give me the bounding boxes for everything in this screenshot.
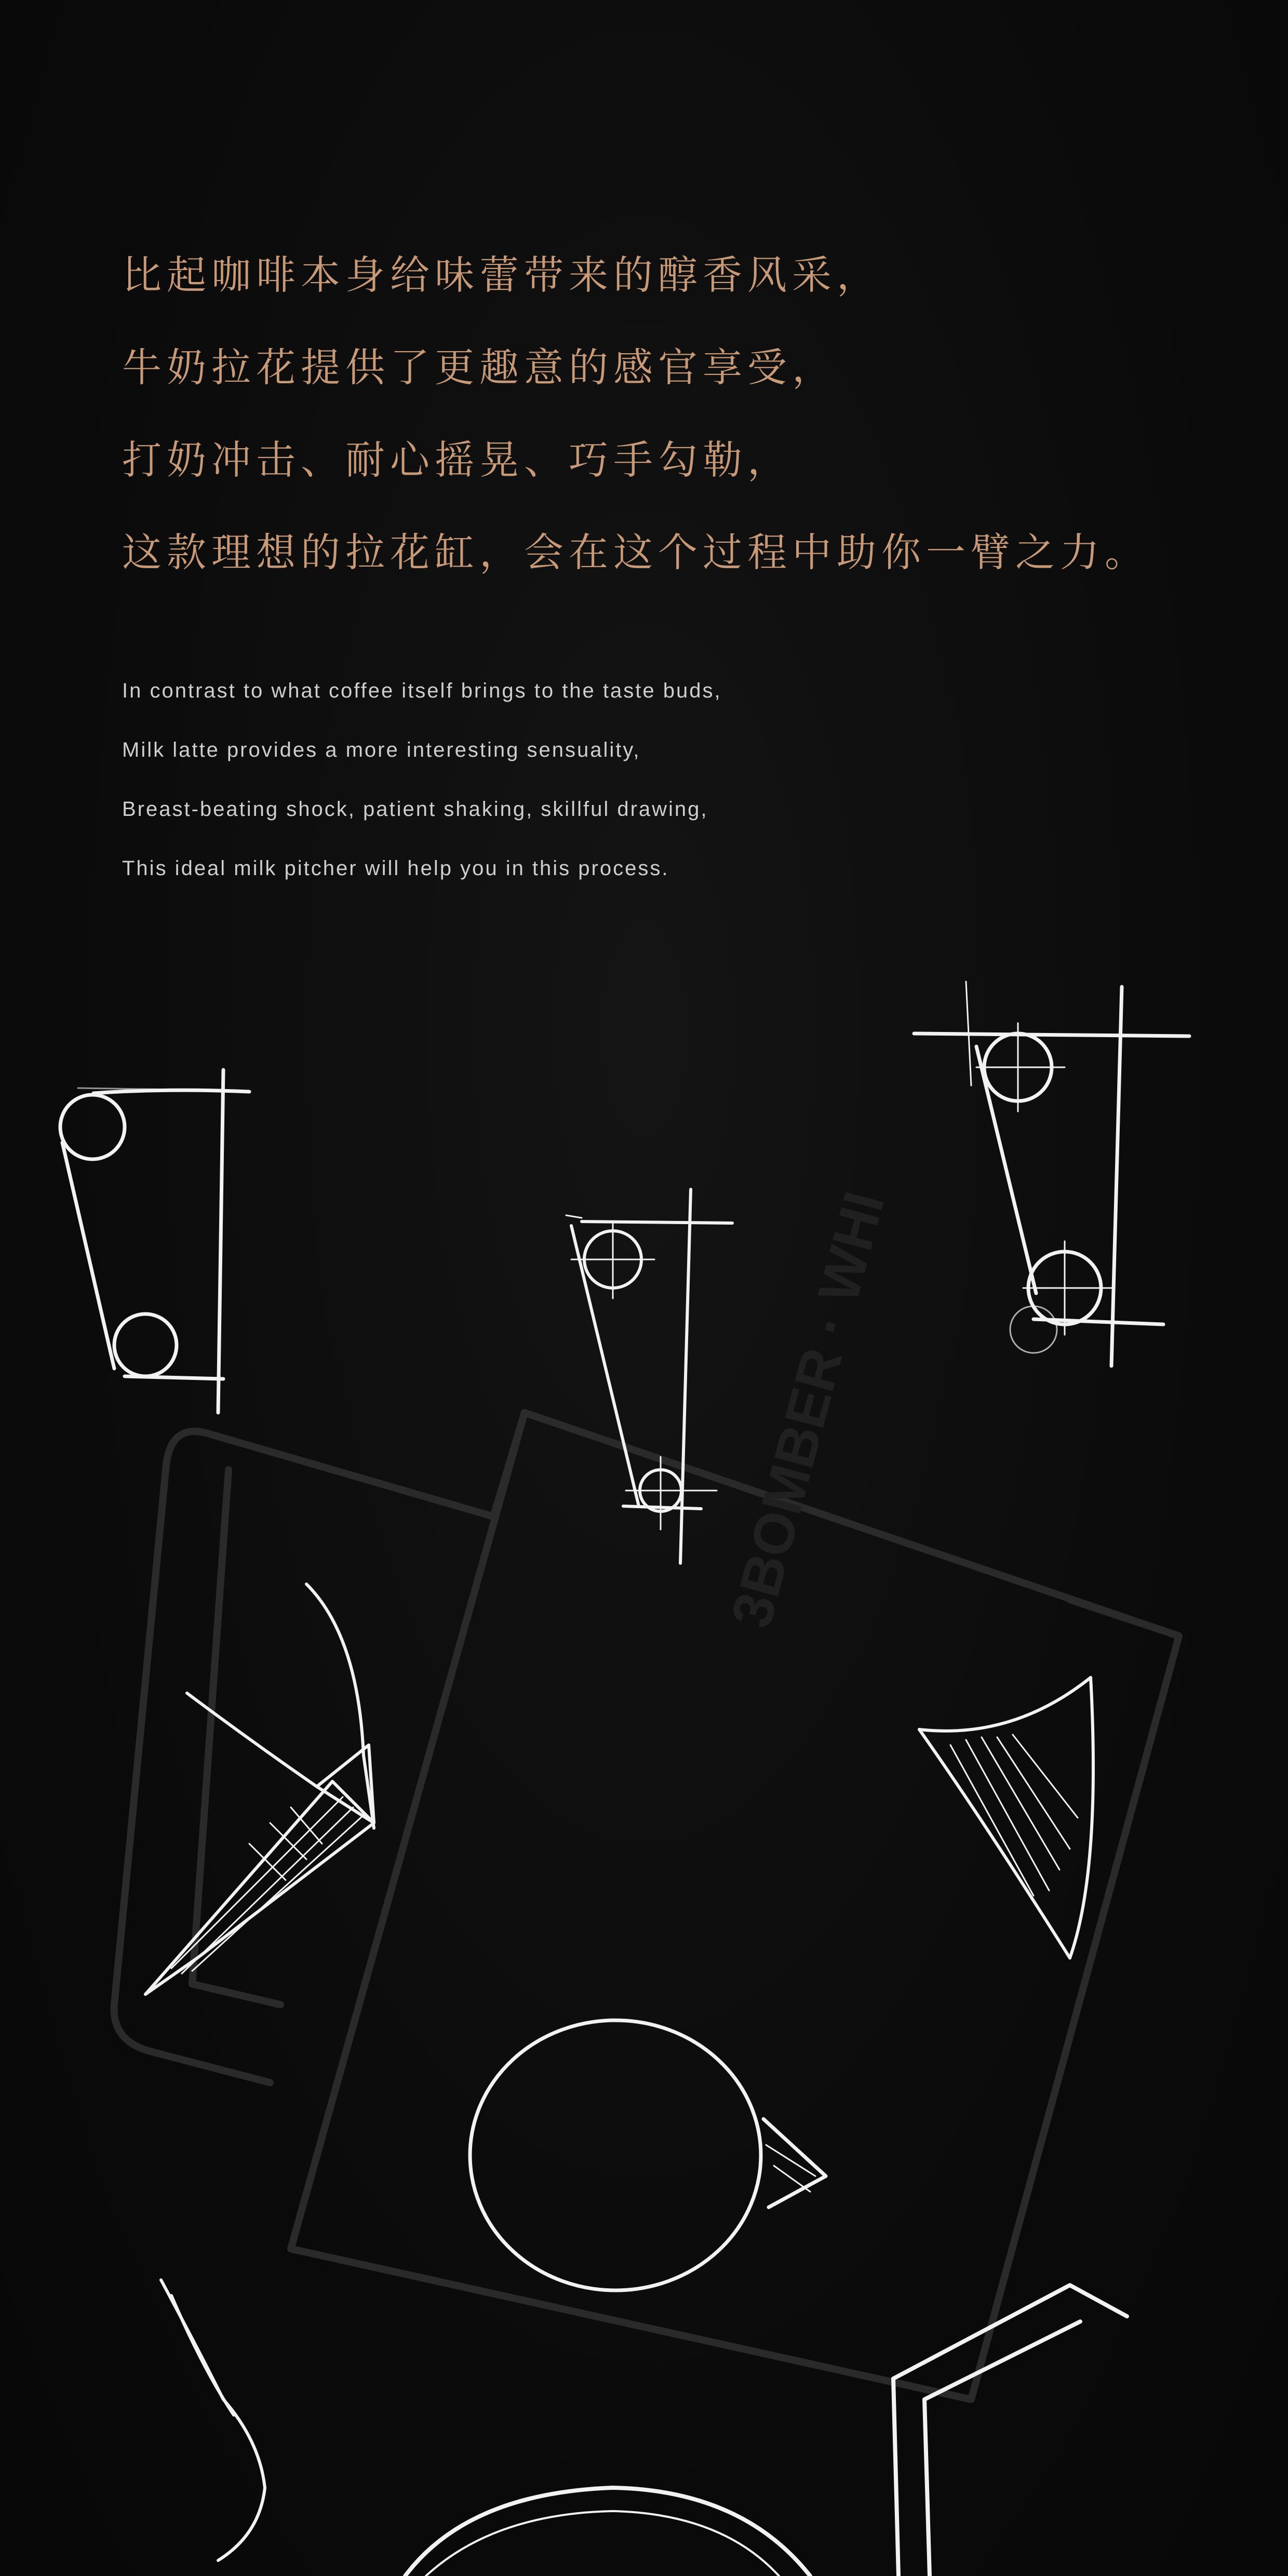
- pitcher-brand-watermark: 3BOMBER · WHI: [719, 1185, 897, 1634]
- english-line-4: This ideal milk pitcher will help you in this process.: [122, 857, 669, 880]
- bottom-circle-sketch: [405, 2488, 810, 2576]
- chinese-line-4: 这款理想的拉花缸，会在这个过程中助你一臂之力。: [122, 529, 1149, 575]
- pitcher-profile-sketch-middle: [566, 1189, 732, 1563]
- pitcher-silhouette: [114, 1413, 1179, 2399]
- chinese-line-1: 比起咖啡本身给味蕾带来的醇香风采，: [122, 252, 881, 298]
- handle-sketch-bottom-right: [893, 2285, 1127, 2576]
- pitcher-top-view-sketch: [470, 2020, 826, 2290]
- chinese-line-3: 打奶冲击、耐心摇晃、巧手勾勒，: [122, 437, 792, 483]
- spout-sketch-right: [919, 1678, 1093, 1958]
- english-line-3: Breast-beating shock, patient shaking, skillful drawing,: [122, 798, 708, 821]
- chinese-line-2: 牛奶拉花提供了更趣意的感官享受，: [122, 344, 837, 391]
- english-line-1: In contrast to what coffee itself brings to the taste buds,: [122, 679, 722, 702]
- spout-sketch-left: [145, 1584, 374, 1994]
- handle-sketch-bottom-left: [161, 2280, 265, 2560]
- pitcher-profile-sketch-left: [60, 1070, 249, 1413]
- english-line-2: Milk latte provides a more interesting sensuality,: [122, 739, 641, 761]
- pitcher-profile-sketch-right: [914, 982, 1189, 1366]
